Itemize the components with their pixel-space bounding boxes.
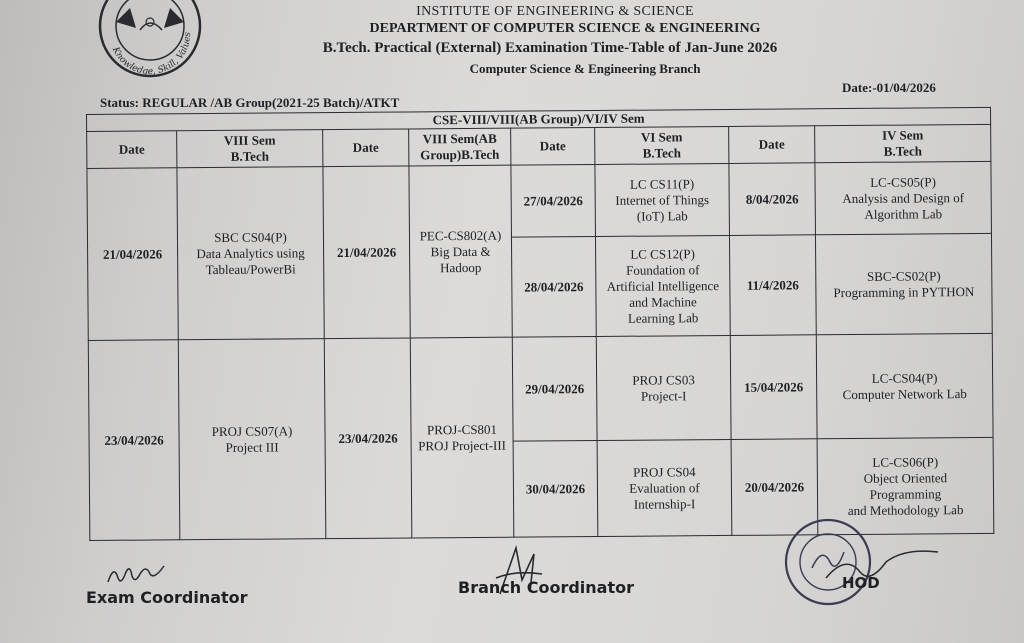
- viii-ab-subject: PROJ-CS801 PROJ Project-III: [410, 337, 514, 538]
- viii-ab-subject: PEC-CS802(A) Big Data & Hadoop: [409, 165, 512, 338]
- col-header-viii-ab-sem: VIII Sem(AB Group)B.Tech: [409, 128, 511, 166]
- hod-signature: [822, 548, 942, 584]
- timetable: [86, 107, 994, 541]
- status-line: Status: REGULAR /AB Group(2021-25 Batch)/ATKT: [100, 95, 400, 110]
- table-banner: CSE-VIII/VIII(AB Group)/VI/IV Sem: [87, 107, 991, 131]
- col-header-vi-sem: VI Sem B.Tech: [595, 126, 729, 164]
- iv-date: 15/04/2026: [730, 335, 817, 440]
- issue-date: Date:-01/04/2026: [842, 80, 936, 95]
- iv-subject: LC-CS05(P) Analysis and Design of Algorithm Lab: [815, 161, 992, 234]
- table-row: [88, 333, 993, 444]
- institute-logo: [96, 0, 204, 80]
- viii-ab-date: 21/04/2026: [323, 166, 410, 339]
- col-header-date: Date: [87, 131, 177, 169]
- exam-coordinator-label: Exam Coordinator: [86, 588, 248, 607]
- iv-date: 20/04/2026: [731, 439, 818, 536]
- vi-date: 27/04/2026: [511, 165, 596, 238]
- branch-coordinator-label: Branch Coordinator: [458, 578, 634, 597]
- vi-date: 29/04/2026: [512, 336, 597, 441]
- vi-date: 28/04/2026: [511, 237, 596, 338]
- iv-date: 8/04/2026: [729, 163, 816, 236]
- vi-subject: PROJ CS04 Evaluation of Internship-I: [597, 439, 732, 536]
- col-header-viii-sem: VIII Sem B.Tech: [177, 130, 323, 168]
- branch-name: Computer Science & Engineering Branch: [469, 61, 701, 76]
- viii-date: 23/04/2026: [88, 340, 180, 541]
- department-name: DEPARTMENT OF COMPUTER SCIENCE & ENGINEERING: [369, 21, 761, 36]
- iv-subject: LC-CS06(P) Object Oriented Programming and Methodology Lab: [817, 437, 994, 534]
- svg-text:Knowledge, Skill, Values: [110, 32, 193, 77]
- col-header-date: Date: [323, 129, 409, 167]
- exam-coordinator-signature: [104, 560, 180, 590]
- col-header-date: Date: [729, 126, 815, 164]
- vi-subject: PROJ CS03 Project-I: [596, 335, 731, 440]
- vi-subject: LC CS12(P) Foundation of Artificial Intelligence and Machine Learning Lab: [595, 235, 730, 336]
- iv-subject: SBC-CS02(P) Programming in PYTHON: [815, 233, 992, 334]
- vi-subject: LC CS11(P) Internet of Things (IoT) Lab: [595, 163, 730, 236]
- exam-title: B.Tech. Practical (External) Examination Time-Table of Jan-June 2026: [322, 40, 778, 56]
- iv-subject: LC-CS04(P) Computer Network Lab: [816, 333, 993, 438]
- hod-label: HOD: [842, 574, 880, 592]
- iv-date: 11/4/2026: [729, 235, 816, 336]
- col-header-date: Date: [511, 128, 595, 166]
- viii-subject: PROJ CS07(A) Project III: [178, 339, 326, 540]
- viii-date: 21/04/2026: [87, 168, 178, 341]
- table-row: [87, 161, 992, 240]
- viii-ab-date: 23/04/2026: [324, 338, 412, 539]
- logo-motto: Knowledge, Skill, Values: [109, 32, 194, 78]
- vi-date: 30/04/2026: [513, 440, 598, 537]
- viii-subject: SBC CS04(P) Data Analytics using Tableau/PowerBi: [177, 167, 324, 340]
- institute-name: INSTITUTE OF ENGINEERING & SCIENCE: [416, 4, 694, 19]
- col-header-iv-sem: IV Sem B.Tech: [815, 124, 991, 162]
